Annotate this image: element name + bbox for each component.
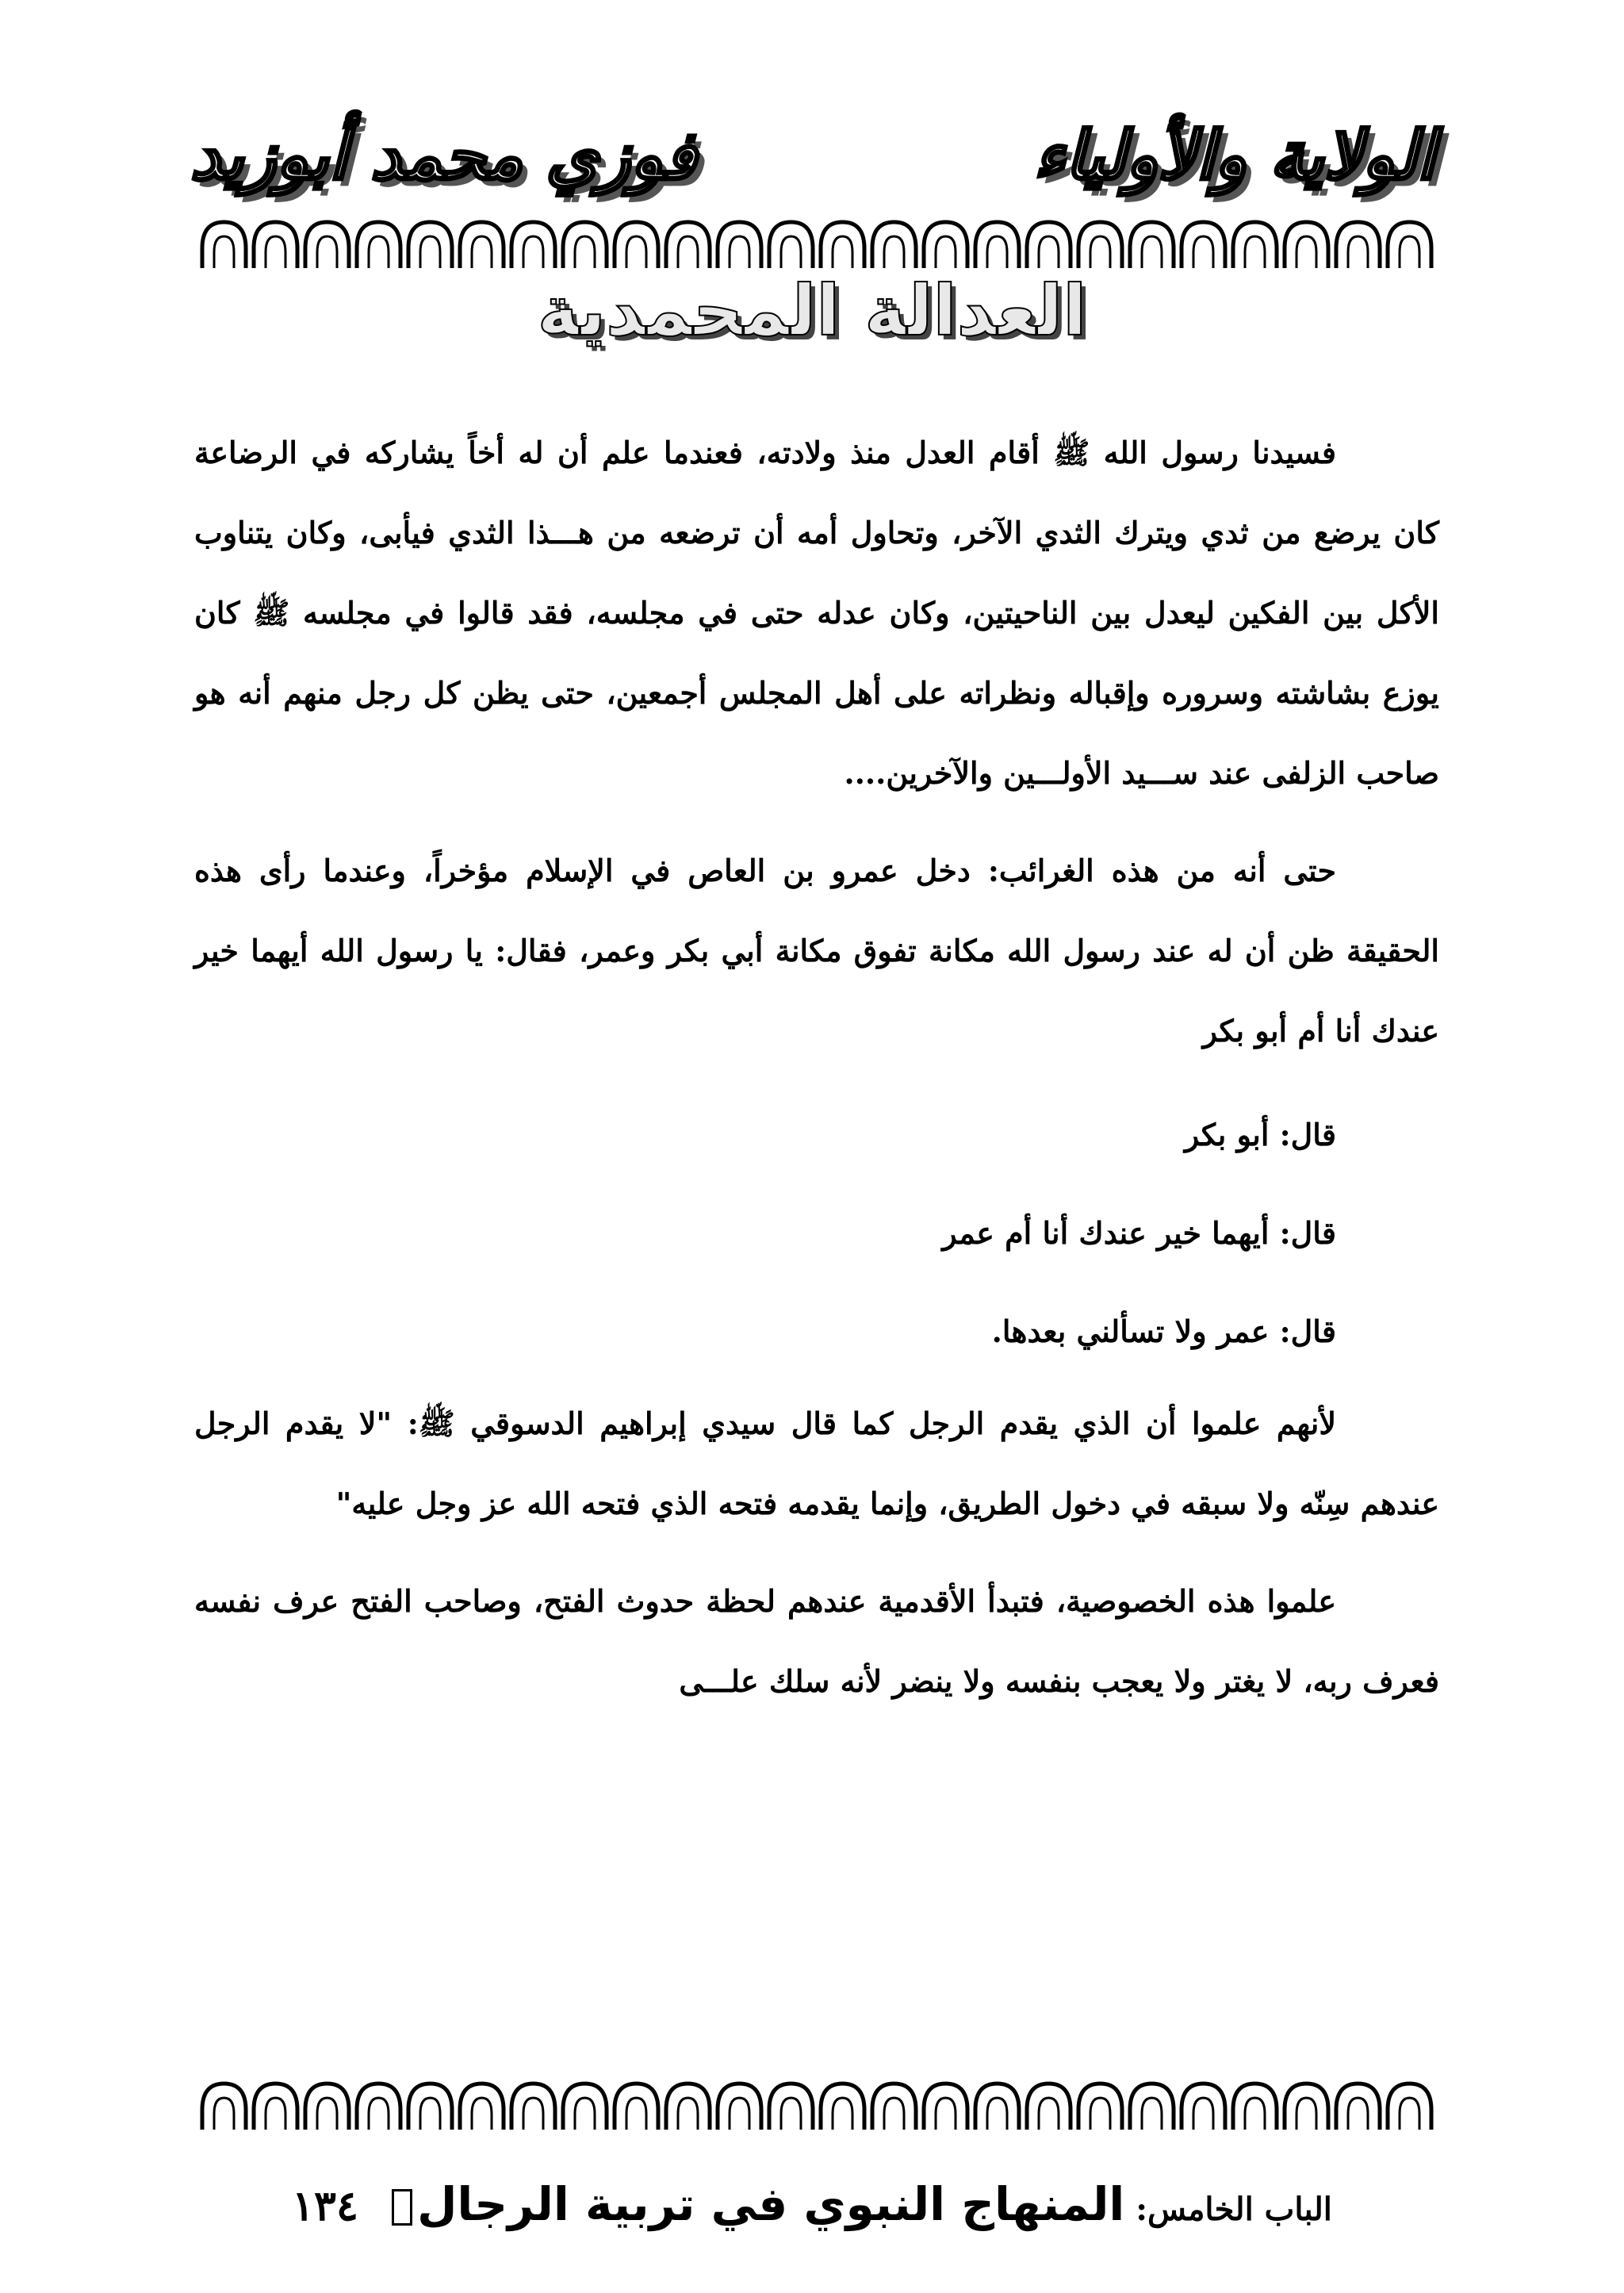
page-number: ١٣٤ <box>292 2182 358 2230</box>
dialogue-line: قال: عمر ولا تسألني بعدها. <box>991 1313 1336 1349</box>
paragraph: علموا هذه الخصوصية، فتبدأ الأقدمية عندهم لحظة حدوث الفتح، وصاحب الفتح عرف نفسه فعرف ربه، لا يغتر ولا يعجب بنفسه ولا ينضر لأنه سلك علـــى <box>194 1583 1439 1699</box>
paragraph: لأنهم علموا أن الذي يقدم الرجل كما قال سيدي إبراهيم الدسوقي ﷺ: "لا يقدم الرجل عندهم سِنّه ولا سبقه في دخول الطريق، وإنما يقدمه فتحه الذي فتحه الله عز وجل عليه" <box>194 1405 1439 1521</box>
page-header <box>190 95 1435 214</box>
top-ornamental-border <box>198 213 1435 276</box>
dialogue-line: قال: أبو بكر <box>1184 1117 1336 1152</box>
bottom-ornamental-border <box>198 2074 1435 2138</box>
author-name: فوزي محمد أبوزيد <box>190 115 697 194</box>
dialogue-line: قال: أيهما خير عندك أنا أم عمر <box>942 1215 1336 1251</box>
paragraph: فسيدنا رسول الله ﷺ أقام العدل منذ ولادته، فعندما علم أن له أخاً يشاركه في الرضاعة كان يرضع من ثدي ويترك الثدي الآخر، وتحاول أمه أن ترضعه من هـــذا الثدي فيأبى، وكان يتناوب الأكل بين الفكين ليعدل بين الناحيتين، وكان عدله حتى في مجلسه، فقد قالوا في مجلسه ﷺ كان يوزع بشاشته وسروره وإقباله ونظراته على أهل المجلس أجمعين، حتى يظن كل رجل منهم أنه هو صاحب الزلفى عند ســـيد الأولـــين والآخرين.... <box>194 435 1439 791</box>
page-footer: الباب الخامس: المنهاج النبوي في تربية الرجال ١٣٤ <box>292 2177 1332 2231</box>
body-text <box>194 412 1439 1739</box>
footer-chapter-label: الباب الخامس <box>1147 2191 1332 2228</box>
chapter-title: العدالة المحمدية <box>537 270 1087 351</box>
book-title: الولاية والأولياء <box>1033 115 1435 194</box>
footer-mark-icon <box>392 2189 412 2226</box>
paragraph: حتى أنه من هذه الغرائب: دخل عمرو بن العاص في الإسلام مؤخراً، وعندما رأى هذه الحقيقة ظن أن له عند رسول الله مكانة تفوق مكانة أبي بكر وعمر، فقال: يا رسول الله أيهما خير عندك أنا أم أبو بكر <box>194 853 1439 1049</box>
footer-title: المنهاج النبوي في تربية الرجال <box>417 2177 1125 2231</box>
